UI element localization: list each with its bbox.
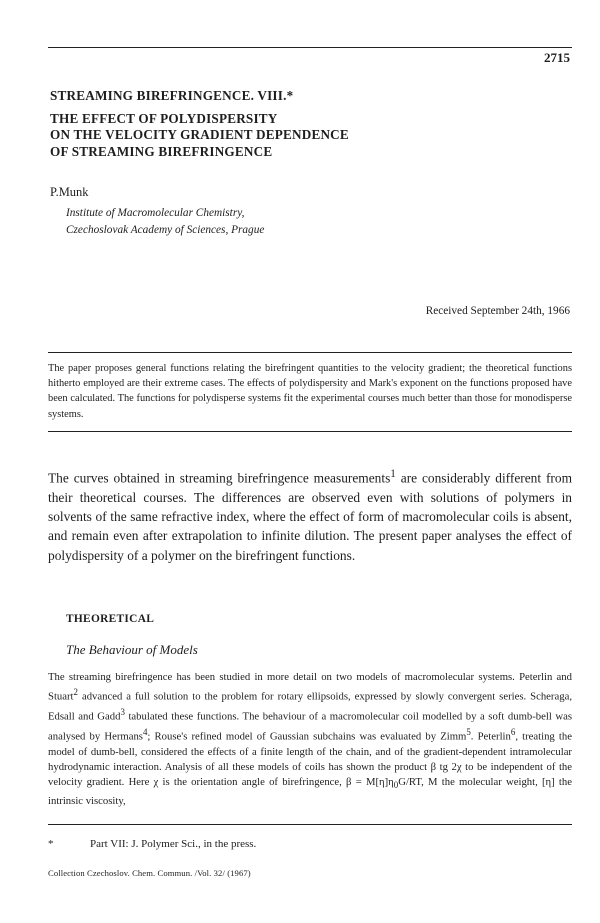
reference-marker: 2 [73, 687, 78, 698]
abstract: The paper proposes general functions relating the birefringent quantities to the velocity gradient; the theoretical functions hitherto employed are their extreme cases. The effects of polydispersity and Mark's exponent on the functions proposed have been calculated. The functions for polydisperse systems fit the experimental courses much better than those for monodisperse systems. [48, 363, 572, 420]
article-title [50, 88, 570, 160]
body-text: , treating the model of dumb-bell, considered the effects of a finite length of the chain, and of the gradient-dependent intramolecular hydrodynamic interaction. Analysis of all these models of coils has shown the product β tg 2χ to be independent of the velocity gradient. Here χ is the orientation angle of birefringence, β = M[η]η [48, 730, 572, 789]
body-paragraph [48, 670, 572, 809]
affiliation-line: Czechoslovak Academy of Sciences, Prague [66, 223, 265, 236]
subscript: 0 [393, 780, 399, 791]
footnote [48, 838, 256, 850]
body-text: G/RT, M the molecular weight, [η] the intrinsic viscosity, [48, 776, 572, 807]
reference-marker: 1 [390, 468, 396, 480]
subsection-heading: The Behaviour of Models [66, 642, 198, 657]
abstract-rule-top [48, 352, 572, 353]
section-heading: THEORETICAL [66, 613, 155, 625]
reference-marker: 6 [510, 727, 516, 738]
author-name: P.Munk [50, 185, 89, 199]
received-date: Received September 24th, 1966 [425, 305, 570, 317]
footnote-text: Part VII: J. Polymer Sci., in the press. [90, 838, 257, 850]
affiliation-line: Institute of Macromolecular Chemistry, [66, 207, 245, 219]
title-line: THE EFFECT OF POLYDISPERSITY [50, 110, 278, 126]
title-line-series: STREAMING BIREFRINGENCE. VIII.* [50, 88, 294, 103]
body-text: . Peterlin [470, 730, 511, 743]
introduction-paragraph [48, 465, 572, 565]
reference-marker: 3 [120, 707, 125, 718]
footnote-mark: * [48, 838, 54, 850]
body-text: advanced a full solution to the problem for rotary ellipsoids, expressed by slowly convergent series. Scheraga, Edsall and Gadd [48, 690, 572, 723]
body-text: tabulated these functions. The behaviour of a macromolecular coil modelled by a soft dumb-bell was analysed by Hermans [48, 710, 573, 743]
reference-marker: 4 [142, 727, 148, 738]
title-line: OF STREAMING BIREFRINGENCE [50, 143, 273, 159]
header-rule [48, 47, 572, 48]
page-number: 2715 [544, 50, 570, 65]
author-affiliation [66, 205, 264, 238]
reference-marker: 5 [466, 727, 471, 738]
body-text: ; Rouse's refined model of Gaussian subchains was evaluated by Zimm [147, 730, 467, 743]
intro-text: The curves obtained in streaming birefringence measurements [48, 470, 391, 486]
footnote-rule [48, 824, 572, 825]
title-line: ON THE VELOCITY GRADIENT DEPENDENCE [50, 127, 349, 142]
body-text: The streaming birefringence has been studied in more detail on two models of macromolecular systems. Peterlin and Stuart [48, 671, 572, 703]
journal-citation: Collection Czechoslov. Chem. Commun. /Vol. 32/ (1967) [48, 868, 251, 878]
intro-text: are considerably different from their theoretical courses. The differences are observed even with solutions of polymers in solvents of the same refractive index, where the effect of form of macromolecular coils is absent, and remain even after extrapolation to infinite dilution. The present paper analyses the effect of polydispersity of a polymer on the birefringent functions. [48, 470, 572, 563]
abstract-rule-bottom [48, 431, 572, 432]
